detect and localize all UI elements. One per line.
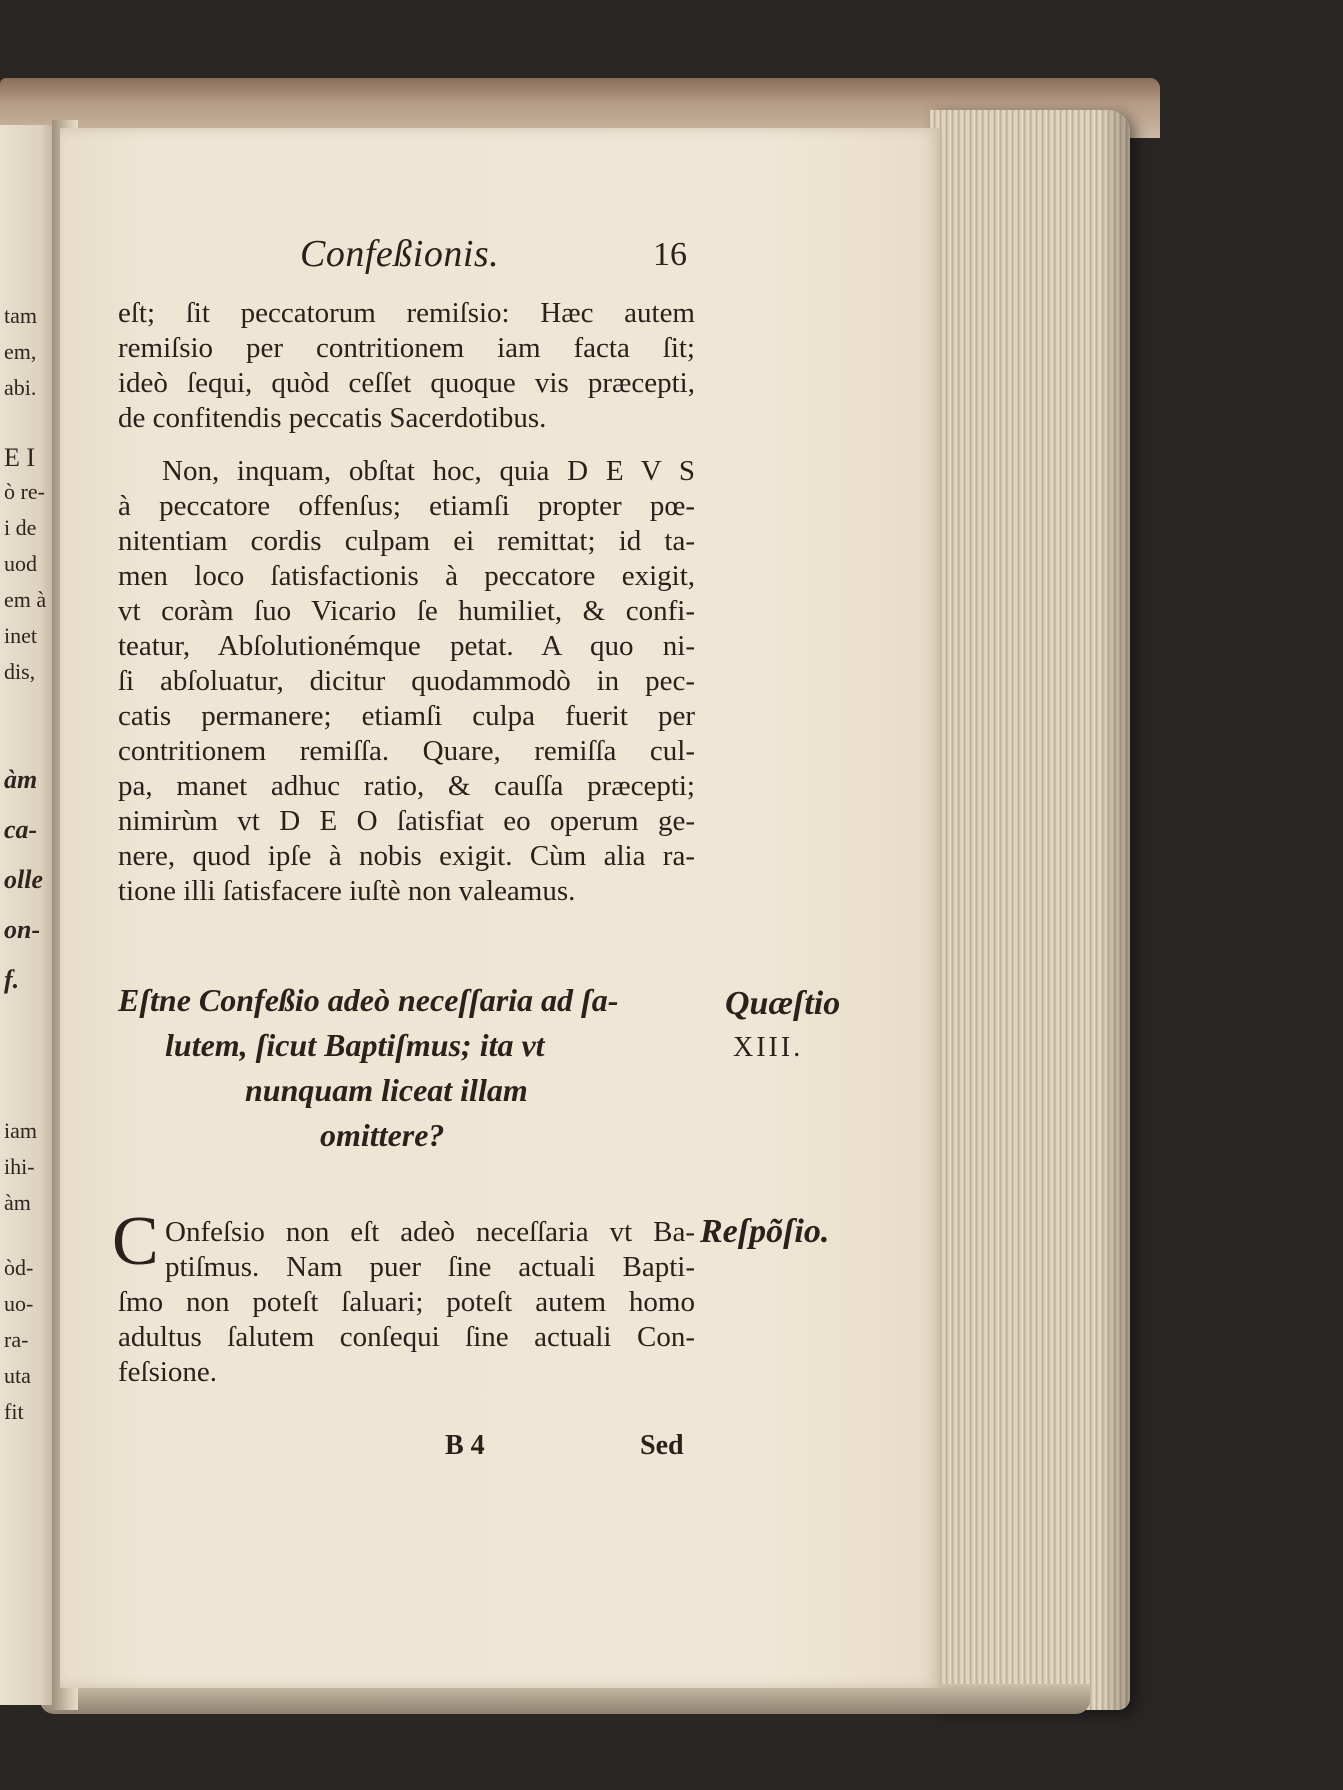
left-fragment: ihi- [4, 1154, 35, 1179]
left-fragment: E I [4, 443, 36, 472]
text-line: catis permanere; etiamſi culpa fuerit per [118, 700, 695, 732]
text-line: ſi abſoluatur, dicitur quodammodò in pec- [118, 665, 695, 697]
text-line: Non, inquam, obſtat hoc, quia D E V S [162, 455, 695, 487]
text-line: feſsione. [118, 1356, 218, 1388]
text-line: eſt; ſit peccatorum remiſsio: Hæc autem [118, 297, 695, 329]
question-line: lutem, ſicut Baptiſmus; ita vt [165, 1027, 545, 1063]
left-fragment: on- [4, 915, 41, 944]
left-fragment: uod [4, 551, 37, 576]
text-line: Onfeſsio non eſt adeò neceſſaria vt Ba- [165, 1216, 695, 1248]
text-line: nere, quod ipſe à nobis exigit. Cùm alia ra- [118, 840, 695, 872]
text-line: de confitendis peccatis Sacerdotibus. [118, 402, 547, 434]
margin-note-question: Quæſtio [725, 985, 841, 1022]
left-fragment: em, [4, 339, 37, 364]
left-fragment: ò re- [4, 479, 45, 504]
left-fragment: àm [4, 765, 38, 794]
text-line: contritionem remiſſa. Quare, remiſſa cul- [118, 735, 695, 767]
left-fragment: inet [4, 623, 37, 648]
left-fragment: àm [4, 1190, 31, 1215]
text-line: nitentiam cordis culpam ei remittat; id ta- [118, 525, 695, 557]
left-fragment: f. [4, 965, 20, 994]
left-fragment: ca- [4, 815, 38, 844]
question-line: nunquam liceat illam [245, 1072, 528, 1108]
left-fragment: ra- [4, 1327, 29, 1352]
text-line: pa, manet adhuc ratio, & cauſſa præcepti; [118, 770, 695, 802]
left-fragment: abi. [4, 375, 37, 400]
left-fragment: iam [4, 1118, 37, 1143]
margin-note-number: XIII. [733, 1032, 804, 1063]
book-bottom-edge [40, 1684, 1090, 1714]
text-line: tione illi ſatisfacere iuſtè non valeamus. [118, 875, 576, 907]
text-line: à peccatore offenſus; etiamſi propter pœ- [118, 490, 695, 522]
text-line: men loco ſatisfactionis à peccatore exigit, [118, 560, 695, 592]
page-fore-edge [930, 110, 1130, 1710]
text-line: nimirùm vt D E O ſatisfiat eo operum ge- [118, 805, 695, 837]
text-line: ptiſmus. Nam puer ſine actuali Bapti- [165, 1251, 695, 1283]
left-fragment: uo- [4, 1291, 34, 1316]
text-line: remiſsio per contritionem iam facta ſit; [118, 332, 695, 364]
text-line: ideò ſequi, quòd ceſſet quoque vis præcepti, [118, 367, 695, 399]
left-fragment: olle [4, 865, 43, 894]
page-number: 16 [653, 236, 687, 273]
text-line: adultus ſalutem conſequi ſine actuali Con- [118, 1321, 695, 1353]
left-fragment: uta [4, 1363, 31, 1388]
left-fragment: dis, [4, 659, 36, 684]
left-fragment: i de [4, 515, 37, 540]
margin-note-answer: Reſpõſio. [700, 1213, 830, 1250]
left-fragment: em à [4, 587, 47, 612]
question-line: Eſtne Confeßio adeò neceſſaria ad ſa- [118, 982, 619, 1018]
drop-cap: C [112, 1203, 159, 1280]
left-page-fragment [0, 125, 58, 1705]
left-fragment: tam [4, 303, 37, 328]
text-line: ſmo non poteſt ſaluari; poteſt autem homo [118, 1286, 695, 1318]
text-line: teatur, Abſolutionémque petat. A quo ni- [118, 630, 695, 662]
left-fragment: òd- [4, 1255, 34, 1280]
running-head: Confeßionis. [300, 233, 500, 275]
left-fragment: fit [4, 1399, 24, 1424]
signature-mark: B 4 [445, 1430, 485, 1461]
catchword: Sed [640, 1430, 684, 1461]
text-line: vt coràm ſuo Vicario ſe humiliet, & confi- [118, 595, 695, 627]
question-line: omittere? [320, 1117, 445, 1153]
